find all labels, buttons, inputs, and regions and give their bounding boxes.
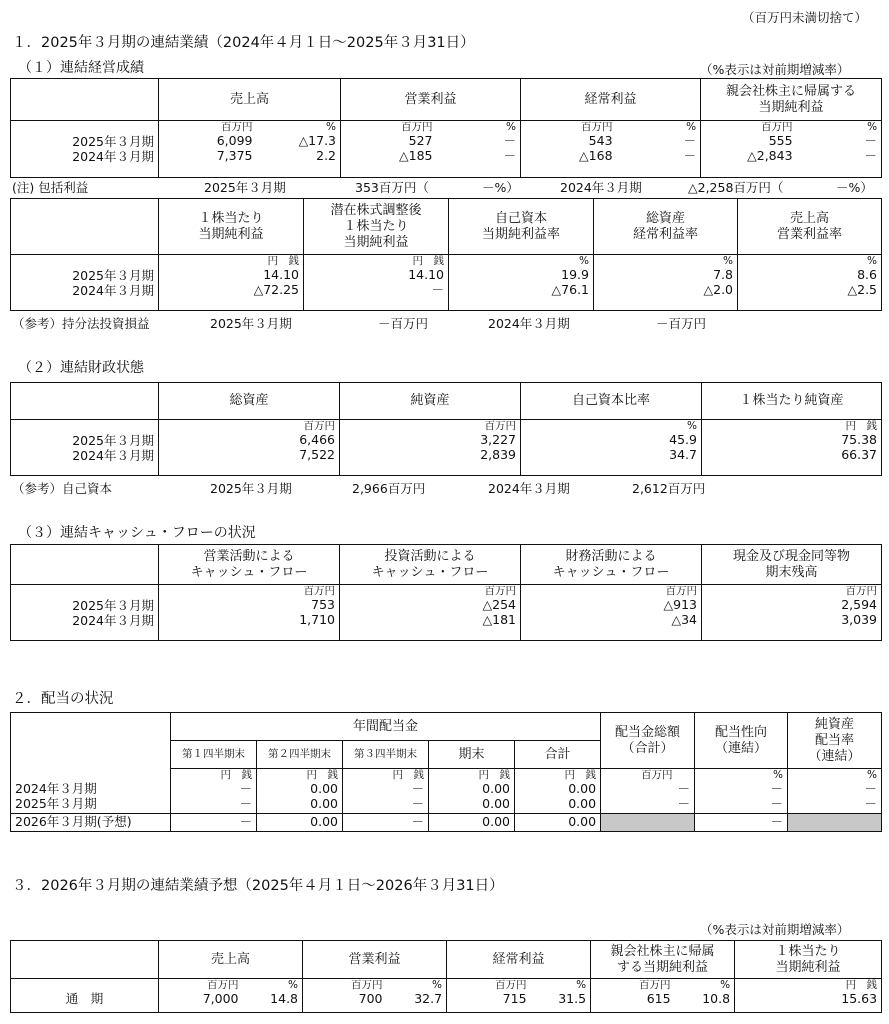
ratio-roe-2024: △76.1 xyxy=(551,282,589,297)
div-doe-2024: － xyxy=(864,781,878,796)
perf-row-labels xyxy=(11,121,159,178)
fin-header-ratio: 自己資本比率 xyxy=(521,383,702,420)
unit: 円 銭 xyxy=(845,420,877,432)
div-total-2024: － xyxy=(677,781,691,796)
cf-header-cash xyxy=(702,545,882,585)
ratio-roa-1: 総資産 xyxy=(645,210,685,226)
perf-ord-pct xyxy=(617,121,701,178)
fin-assets xyxy=(159,420,340,476)
fin-header-assets: 総資産 xyxy=(159,383,340,420)
cf-cash-2024: 3,039 xyxy=(841,612,877,627)
cf-header-op xyxy=(159,545,340,585)
div-unit-total xyxy=(601,769,695,782)
div-q1-2026: － xyxy=(171,813,257,831)
unit: % xyxy=(288,979,299,991)
cf-fin xyxy=(521,585,702,641)
perf-op-pct-2025: － xyxy=(503,133,517,148)
comp-income-y2: 2024年３月期 xyxy=(560,180,642,195)
div-payout-2: （連結） xyxy=(715,740,768,756)
unit: 百万円 xyxy=(351,979,383,991)
fc-net xyxy=(591,979,675,1013)
fin-ratio-2025: 45.9 xyxy=(669,432,697,447)
unit: 百万円 xyxy=(303,585,335,597)
div-doe-1: 純資産 xyxy=(815,716,855,732)
perf-header-op: 営業利益 xyxy=(341,79,521,121)
unit: 円 銭 xyxy=(412,255,444,267)
fin-net-2025: 3,227 xyxy=(480,432,516,447)
sub1-title: （１）連結経営成績 xyxy=(18,60,144,76)
fc-sales-pct xyxy=(243,979,303,1013)
div-total-1: 配当金総額 xyxy=(615,724,681,740)
fc-op-val: 700 xyxy=(358,991,383,1006)
fin-assets-2025: 6,466 xyxy=(299,432,335,447)
ratio-roe xyxy=(449,255,594,311)
div-header-sum: 合計 xyxy=(515,741,601,769)
cf-op-2024: 1,710 xyxy=(299,612,335,627)
unit: 百万円 xyxy=(484,585,516,597)
unit: % xyxy=(687,420,697,432)
div-end-2024: 0.00 xyxy=(482,781,510,796)
comp-income-v2: △2,258百万円（ xyxy=(688,180,784,195)
perf-net-2024: △2,843 xyxy=(747,148,793,163)
div-total-2026-shaded xyxy=(601,813,695,831)
fc-header-eps xyxy=(735,941,882,979)
div-label-2024: 2024年３月期 xyxy=(15,781,97,796)
comp-income-p1: －%） xyxy=(482,180,519,195)
div-q3-2024: － xyxy=(411,781,424,796)
section2-title: ２．配当の状況 xyxy=(12,691,114,707)
perf-label-2024: 2024年３月期 xyxy=(72,149,154,164)
div-header-payout xyxy=(695,713,788,769)
div-total-2: （合計） xyxy=(621,740,674,756)
unit: % xyxy=(723,255,733,267)
fc-eps xyxy=(735,979,882,1013)
unit: 百万円 xyxy=(221,121,253,133)
perf-header-sales: 売上高 xyxy=(159,79,341,121)
div-doe-2026-shaded xyxy=(788,813,882,831)
sub3-title: （３）連結キャッシュ・フローの状況 xyxy=(18,525,256,541)
div-q2 xyxy=(257,781,343,813)
sec3-note: （%表示は対前期増減率） xyxy=(700,922,850,937)
ratio-roa-2025: 7.8 xyxy=(713,267,733,282)
fin-bps-2025: 75.38 xyxy=(841,432,877,447)
fc-eps-2: 当期純利益 xyxy=(775,959,841,975)
ratio-roa xyxy=(594,255,738,311)
cf-row-labels xyxy=(11,585,159,641)
perf-ord-2024: △168 xyxy=(579,148,613,163)
cf-header-fin xyxy=(521,545,702,585)
unit: 百万円 xyxy=(581,121,613,133)
perf-net-pct xyxy=(797,121,882,178)
cf-header-inv xyxy=(340,545,521,585)
own-capital-y1: 2025年３月期 xyxy=(210,481,292,496)
perf-net-pct-2024: － xyxy=(864,148,878,163)
fin-label-2025: 2025年３月期 xyxy=(72,433,154,448)
fin-bps xyxy=(702,420,882,476)
div-end xyxy=(429,781,515,813)
unit-note: （百万円未満切捨て） xyxy=(742,10,868,25)
fc-net-2: する当期純利益 xyxy=(617,959,709,975)
perf-label-2025: 2025年３月期 xyxy=(72,134,154,149)
fc-label: 通 期 xyxy=(11,979,159,1013)
unit: 百万円 xyxy=(641,769,673,781)
own-capital-label: （参考）自己資本 xyxy=(12,481,113,496)
cf-fin-1: 財務活動による xyxy=(565,548,657,564)
perf-sales-pct-2025: △17.3 xyxy=(298,133,337,148)
perf-ord-pct-2024: － xyxy=(683,148,697,163)
cashflow-table xyxy=(10,544,882,641)
div-header-end: 期末 xyxy=(429,741,515,769)
div-sum-2024: 0.00 xyxy=(568,781,597,796)
ratio-header-roe xyxy=(449,199,594,255)
perf-header-net-1: 親会社株主に帰属する xyxy=(726,83,857,99)
fin-net-2024: 2,839 xyxy=(480,447,516,462)
own-capital-v1: 2,966百万円 xyxy=(352,481,426,496)
unit: % xyxy=(579,255,589,267)
financial-table xyxy=(10,382,882,476)
fc-op-pct-val: 32.7 xyxy=(414,991,443,1006)
ratio-row-labels xyxy=(11,255,159,311)
div-q2-2026: 0.00 xyxy=(257,813,343,831)
ratio-opm-2: 営業利益率 xyxy=(776,226,842,242)
ratio-opm xyxy=(738,255,882,311)
fin-header-blank xyxy=(11,383,159,420)
perf-sales-2024: 7,375 xyxy=(216,148,253,163)
fin-label-2024: 2024年３月期 xyxy=(72,448,154,463)
div-sum xyxy=(515,781,601,813)
fin-net xyxy=(340,420,521,476)
perf-net xyxy=(701,121,797,178)
div-payout xyxy=(695,781,788,813)
ratio-eps-2024: △72.25 xyxy=(253,282,299,297)
cf-label-2025: 2025年３月期 xyxy=(72,598,154,613)
cf-inv-2: キャッシュ・フロー xyxy=(371,564,489,580)
fin-ratio xyxy=(521,420,702,476)
fin-ratio-2024: 34.7 xyxy=(669,447,697,462)
cf-cash-2: 期末残高 xyxy=(765,564,818,580)
ratio-roe-2025: 19.9 xyxy=(561,267,589,282)
ratio-label-2025: 2025年３月期 xyxy=(72,268,154,283)
div-q3-2026: － xyxy=(343,813,429,831)
dividend-table xyxy=(10,712,882,832)
unit: % xyxy=(720,979,731,991)
unit: 円 銭 xyxy=(267,255,299,267)
ratio-roa-2: 経常利益率 xyxy=(632,226,698,242)
div-q1 xyxy=(171,781,257,813)
unit: 百万円 xyxy=(665,585,697,597)
comp-income-p2: －%） xyxy=(836,180,873,195)
perf-net-pct-2025: － xyxy=(864,133,878,148)
div-q3-2025: － xyxy=(411,796,424,811)
div-unit-q1 xyxy=(171,769,257,782)
div-header-q2: 第２四半期末 xyxy=(257,741,343,769)
div-payout-1: 配当性向 xyxy=(715,724,768,740)
fc-ord-pct xyxy=(531,979,591,1013)
fc-ord-val: 715 xyxy=(502,991,527,1006)
perf-sales xyxy=(159,121,257,178)
unit: % xyxy=(686,121,697,133)
cf-cash-2025: 2,594 xyxy=(841,597,877,612)
div-end-2025: 0.00 xyxy=(482,796,510,811)
div-header-q3: 第３四半期末 xyxy=(343,741,429,769)
div-label-2025: 2025年３月期 xyxy=(15,796,97,811)
ratio-label-2024: 2024年３月期 xyxy=(72,283,154,298)
perf-ord-2025: 543 xyxy=(588,133,613,148)
fc-sales xyxy=(159,979,243,1013)
ratio-deps-2025: 14.10 xyxy=(408,267,444,282)
ratio-eps-2: 当期純利益 xyxy=(198,226,264,242)
unit: 円 銭 xyxy=(220,769,252,781)
cf-cash-1: 現金及び現金同等物 xyxy=(732,548,850,564)
perf-op-2025: 527 xyxy=(408,133,433,148)
unit: % xyxy=(773,769,784,781)
sub1-note: （%表示は対前期増減率） xyxy=(700,62,850,77)
div-doe-2025: － xyxy=(864,796,878,811)
comp-income-y1: 2025年３月期 xyxy=(204,180,286,195)
fc-ord-pct-val: 31.5 xyxy=(558,991,587,1006)
cf-cash xyxy=(702,585,882,641)
div-end-2026: 0.00 xyxy=(429,813,515,831)
perf-sales-pct-2024: 2.2 xyxy=(316,148,337,163)
unit: 百万円 xyxy=(761,121,793,133)
fc-header-blank xyxy=(11,941,159,979)
div-unit-q3 xyxy=(343,769,429,782)
fin-bps-2024: 66.37 xyxy=(841,447,877,462)
div-payout-2025: － xyxy=(770,796,784,811)
cf-op-1: 営業活動による xyxy=(203,548,295,564)
ratio-opm-2025: 8.6 xyxy=(857,267,877,282)
unit: 円 銭 xyxy=(478,769,510,781)
comp-income-label: (注) 包括利益 xyxy=(12,180,89,195)
div-header-blank xyxy=(11,713,171,769)
div-doe-2: 配当率 xyxy=(815,732,855,748)
fc-net-pct xyxy=(675,979,735,1013)
unit: 百万円 xyxy=(495,979,527,991)
div-q1-2025: － xyxy=(239,796,252,811)
unit: 円 銭 xyxy=(392,769,424,781)
sub2-title: （２）連結財政状態 xyxy=(18,360,144,376)
perf-sales-pct xyxy=(257,121,341,178)
perf-net-2025: 555 xyxy=(768,133,793,148)
ratio-opm-1: 売上高 xyxy=(789,210,829,226)
equity-method-v1: －百万円 xyxy=(378,316,429,331)
unit: % xyxy=(576,979,587,991)
cf-inv-2025: △254 xyxy=(482,597,516,612)
cf-inv-1: 投資活動による xyxy=(384,548,476,564)
unit: 百万円 xyxy=(303,420,335,432)
fc-net-pct-val: 10.8 xyxy=(702,991,731,1006)
div-doe xyxy=(788,781,882,813)
perf-sales-2025: 6,099 xyxy=(216,133,253,148)
div-unit-q2 xyxy=(257,769,343,782)
div-q1-2024: － xyxy=(239,781,252,796)
unit: % xyxy=(432,979,443,991)
unit: 百万円 xyxy=(639,979,671,991)
fc-sales-pct-val: 14.8 xyxy=(270,991,299,1006)
fc-op xyxy=(303,979,387,1013)
div-doe-3: （連結） xyxy=(808,748,861,764)
fc-header-op: 営業利益 xyxy=(303,941,447,979)
perf-header-net xyxy=(701,79,882,121)
ratio-header-opm xyxy=(738,199,882,255)
ratio-deps-2024: － xyxy=(431,282,444,297)
fc-op-pct xyxy=(387,979,447,1013)
cf-fin-2: キャッシュ・フロー xyxy=(552,564,670,580)
ratio-eps-2025: 14.10 xyxy=(263,267,299,282)
fin-assets-2024: 7,522 xyxy=(299,447,335,462)
ratio-deps-2: １株当たり xyxy=(343,218,409,234)
ratio-opm-2024: △2.5 xyxy=(847,282,877,297)
div-unit-sum xyxy=(515,769,601,782)
perf-op xyxy=(341,121,437,178)
ratio-header-eps xyxy=(159,199,304,255)
unit: % xyxy=(506,121,517,133)
div-row-labels xyxy=(11,781,171,813)
performance-table xyxy=(10,78,882,178)
fc-net-1: 親会社株主に帰属 xyxy=(610,943,715,959)
equity-method-label: （参考）持分法投資損益 xyxy=(12,316,150,331)
section3-title: ３．2026年３月期の連結業績予想（2025年４月１日～2026年３月31日） xyxy=(12,878,504,894)
ratio-roe-2: 当期純利益率 xyxy=(481,226,560,242)
fc-ord xyxy=(447,979,531,1013)
cf-fin-2025: △913 xyxy=(663,597,697,612)
div-unit-end xyxy=(429,769,515,782)
unit: 円 銭 xyxy=(845,979,878,991)
ratio-eps-1: １株当たり xyxy=(198,210,264,226)
unit: 百万円 xyxy=(207,979,239,991)
unit: % xyxy=(867,255,877,267)
cf-label-2024: 2024年３月期 xyxy=(72,613,154,628)
perf-header-net-2: 当期純利益 xyxy=(758,99,824,115)
perf-op-pct xyxy=(437,121,521,178)
cf-inv xyxy=(340,585,521,641)
div-q2-2024: 0.00 xyxy=(310,781,338,796)
own-capital-v2: 2,612百万円 xyxy=(632,481,706,496)
perf-header-blank xyxy=(11,79,159,121)
div-sum-2025: 0.00 xyxy=(568,796,597,811)
unit: 百万円 xyxy=(484,420,516,432)
ratio-eps xyxy=(159,255,304,311)
fc-eps-1: １株当たり xyxy=(775,943,841,959)
perf-ord-pct-2025: － xyxy=(683,133,697,148)
cf-header-blank xyxy=(11,545,159,585)
fc-sales-val: 7,000 xyxy=(202,991,239,1006)
div-payout-2026: － xyxy=(695,813,788,831)
ratio-deps-1: 潜在株式調整後 xyxy=(330,202,422,218)
perf-op-pct-2024: － xyxy=(503,148,517,163)
div-unit-payout xyxy=(695,769,788,782)
cf-op-2: キャッシュ・フロー xyxy=(190,564,308,580)
ratio-deps-3: 当期純利益 xyxy=(343,234,409,250)
unit: % xyxy=(867,121,878,133)
cf-fin-2024: △34 xyxy=(671,612,697,627)
ratio-roe-1: 自己資本 xyxy=(494,210,547,226)
ratio-header-blank xyxy=(11,199,159,255)
div-header-doe xyxy=(788,713,882,769)
equity-method-v2: －百万円 xyxy=(656,316,707,331)
perf-op-2024: △185 xyxy=(399,148,433,163)
div-header-total xyxy=(601,713,695,769)
ratio-header-deps xyxy=(304,199,449,255)
div-q3 xyxy=(343,781,429,813)
div-unit-doe xyxy=(788,769,882,782)
div-total-2025: － xyxy=(677,796,691,811)
fc-header-sales: 売上高 xyxy=(159,941,303,979)
fin-header-bps: １株当たり純資産 xyxy=(702,383,882,420)
unit: % xyxy=(326,121,337,133)
div-payout-2024: － xyxy=(770,781,784,796)
div-q2-2025: 0.00 xyxy=(310,796,338,811)
equity-method-y1: 2025年３月期 xyxy=(210,316,292,331)
fin-row-labels xyxy=(11,420,159,476)
ratio-table xyxy=(10,198,882,311)
unit: 円 銭 xyxy=(306,769,338,781)
own-capital-y2: 2024年３月期 xyxy=(488,481,570,496)
cf-inv-2024: △181 xyxy=(482,612,516,627)
fc-header-ord: 経常利益 xyxy=(447,941,591,979)
div-header-q1: 第１四半期末 xyxy=(171,741,257,769)
unit: 百万円 xyxy=(401,121,433,133)
div-unit-blank xyxy=(11,769,171,782)
unit: % xyxy=(867,769,878,781)
section1-title: １．2025年３月期の連結業績（2024年４月１日～2025年３月31日） xyxy=(12,35,475,51)
cf-op xyxy=(159,585,340,641)
fc-header-net xyxy=(591,941,735,979)
comp-income-v1: 353百万円（ xyxy=(355,180,429,195)
perf-header-ord: 経常利益 xyxy=(521,79,701,121)
div-sum-2026: 0.00 xyxy=(515,813,601,831)
ratio-roa-2024: △2.0 xyxy=(703,282,733,297)
unit: 円 銭 xyxy=(564,769,597,781)
cf-op-2025: 753 xyxy=(311,597,335,612)
div-header-annual: 年間配当金 xyxy=(171,713,601,741)
fc-net-val: 615 xyxy=(646,991,671,1006)
fc-eps-val: 15.63 xyxy=(841,991,878,1006)
forecast-table xyxy=(10,940,882,1013)
equity-method-y2: 2024年３月期 xyxy=(488,316,570,331)
unit: 百万円 xyxy=(845,585,877,597)
perf-ord xyxy=(521,121,617,178)
ratio-header-roa xyxy=(594,199,738,255)
div-total xyxy=(601,781,695,813)
div-label-2026: 2026年３月期(予想) xyxy=(11,813,171,831)
ratio-deps xyxy=(304,255,449,311)
fin-header-net: 純資産 xyxy=(340,383,521,420)
